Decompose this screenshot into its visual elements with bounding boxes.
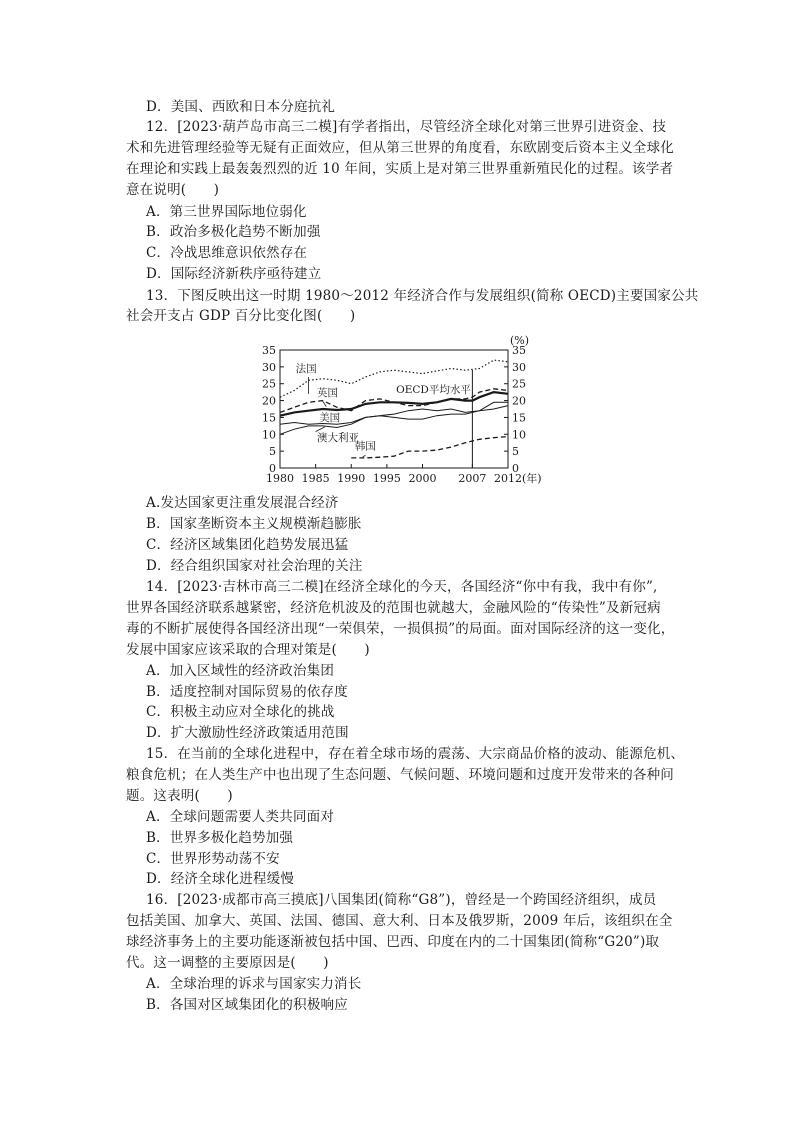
q14-stem-line1: 14．[2023·吉林市高三二模]在经济全球化的今天，各国经济“你中有我，我中有你”,	[146, 579, 658, 595]
q11-option-d: D．美国、西欧和日本分庭抗礼	[146, 99, 336, 115]
x-tick-label: 2007	[458, 472, 487, 485]
leader-uk	[323, 401, 327, 406]
q12-option-c: C．冷战思维意识依然存在	[146, 245, 308, 261]
q16-option-a: A．全球治理的诉求与国家实力消长	[146, 976, 362, 992]
q14-stem-line4: 发展中国家应该采取的合理对策是( )	[126, 642, 370, 658]
y-tick-label-left: 10	[262, 428, 276, 442]
q13-option-d: D．经合组织国家对社会治理的关注	[146, 558, 363, 574]
label-korea: 韩国	[354, 440, 376, 453]
leader-korea	[363, 455, 366, 457]
q12-stem-line1: 12．[2023·葫芦岛市高三二模]有学者指出，尽管经济全球化对第三世界引进资金、技	[146, 119, 667, 135]
y-tick-label-left: 20	[262, 394, 276, 408]
q15-option-d: D．经济全球化进程缓慢	[146, 871, 295, 887]
label-uk: 英国	[317, 387, 339, 400]
y-tick-label-right: 15	[512, 411, 526, 425]
q16-stem-line3: 球经济事务上的主要功能逐渐被包括中国、巴西、印度在内的二十国集团(简称“G20”)取	[126, 934, 660, 950]
y-axis-label: (%)	[510, 334, 530, 347]
series-usa	[280, 402, 508, 424]
y-tick-label-left: 30	[262, 360, 276, 374]
x-tick-label: 2000	[408, 472, 437, 485]
label-usa: 美国	[319, 411, 341, 424]
q15-stem-line3: 题。这表明( )	[126, 788, 233, 804]
oecd-spending-chart	[248, 328, 566, 490]
x-tick-label: 1995	[372, 472, 401, 485]
label-australia: 澳大利亚	[317, 432, 360, 445]
y-tick-label-right: 25	[512, 377, 526, 391]
q12-stem-line4: 意在说明( )	[126, 182, 220, 198]
q15-option-b: B．世界多极化趋势加强	[146, 830, 294, 846]
q13-stem-line1: 13．下图反映出这一时期 1980～2012 年经济合作与发展组织(简称 OECD)主要国家公共	[146, 288, 699, 304]
q13-stem-line2: 社会开支占 GDP 百分比变化图( )	[126, 308, 356, 324]
q16-stem-line1: 16．[2023·成都市高三摸底]八国集团(简称“G8”)，曾经是一个跨国经济组织，成员	[146, 892, 657, 908]
x-axis-label: (年)	[522, 472, 542, 485]
y-tick-label-left: 0	[269, 462, 276, 475]
q12-stem-line3: 在理论和实践上最轰轰烈烈的近 10 年间，实质上是对第三世界重新殖民化的过程。该学者	[126, 161, 674, 177]
q15-stem-line2: 粮食危机；在人类生产中也出现了生态问题、气候问题、环境问题和过度开发带来的各种问	[126, 767, 674, 783]
y-tick-label-right: 35	[512, 344, 526, 357]
q16-stem-line2: 包括美国、加拿大、英国、法国、德国、意大利、日本及俄罗斯，2009 年后，该组织在全	[126, 913, 673, 929]
q14-option-b: B．适度控制对国际贸易的依存度	[146, 684, 348, 700]
y-tick-label-right: 30	[512, 360, 526, 374]
y-tick-label-right: 10	[512, 428, 526, 442]
q13-option-a: A.发达国家更注重发展混合经济	[146, 495, 339, 511]
q13-option-c: C．经济区域集团化趋势发展迅猛	[146, 537, 349, 553]
q14-stem-line2: 世界各国经济联系越紧密，经济危机波及的范围也就越大，金融风险的“传染性”及新冠病	[126, 600, 661, 616]
y-tick-label-right: 5	[512, 445, 519, 459]
x-tick-label: 2012	[494, 472, 522, 485]
q16-option-b: B．各国对区域集团化的积极响应	[146, 997, 348, 1013]
q12-option-a: A．第三世界国际地位弱化	[146, 204, 307, 220]
y-tick-label-left: 15	[262, 411, 276, 425]
q12-option-b: B．政治多极化趋势不断加强	[146, 224, 321, 240]
q12-option-d: D．国际经济新秩序亟待建立	[146, 266, 322, 282]
q14-stem-line3: 毒的不断扩展使得各国经济出现“一荣俱荣，一损俱损”的局面。面对国际经济的这一变化，	[126, 621, 675, 637]
x-tick-label: 1990	[337, 472, 366, 485]
leader-australia	[316, 427, 325, 432]
y-tick-label-right: 20	[512, 394, 526, 408]
label-oecd-average: OECD平均水平	[396, 383, 471, 396]
y-tick-label-left: 35	[262, 344, 276, 357]
chart-svg	[248, 328, 566, 490]
q15-option-a: A．全球问题需要人类共同面对	[146, 809, 335, 825]
x-tick-label: 1985	[301, 472, 330, 485]
q14-option-c: C．积极主动应对全球化的挑战	[146, 704, 335, 720]
q16-stem-line4: 代。这一调整的主要原因是( )	[126, 955, 329, 971]
q12-stem-line2: 术和先进管理经验等无疑有正面效应，但从第三世界的角度看，东欧剧变后资本主义全球化	[126, 140, 674, 156]
q13-option-b: B．国家垄断资本主义规模渐趋膨胀	[146, 516, 362, 532]
label-france: 法国	[295, 362, 317, 375]
q14-option-a: A．加入区域性的经济政治集团	[146, 663, 335, 679]
q15-option-c: C．世界形势动荡不安	[146, 851, 280, 867]
y-tick-label-left: 25	[262, 377, 276, 391]
y-tick-label-right: 0	[512, 462, 519, 475]
y-tick-label-left: 5	[269, 445, 276, 459]
q15-stem-line1: 15．在当前的全球化进程中，存在着全球市场的震荡、大宗商品价格的波动、能源危机、	[146, 746, 685, 762]
q14-option-d: D．扩大激励性经济政策适用范围	[146, 725, 349, 741]
x-tick-label: 1980	[266, 472, 294, 485]
